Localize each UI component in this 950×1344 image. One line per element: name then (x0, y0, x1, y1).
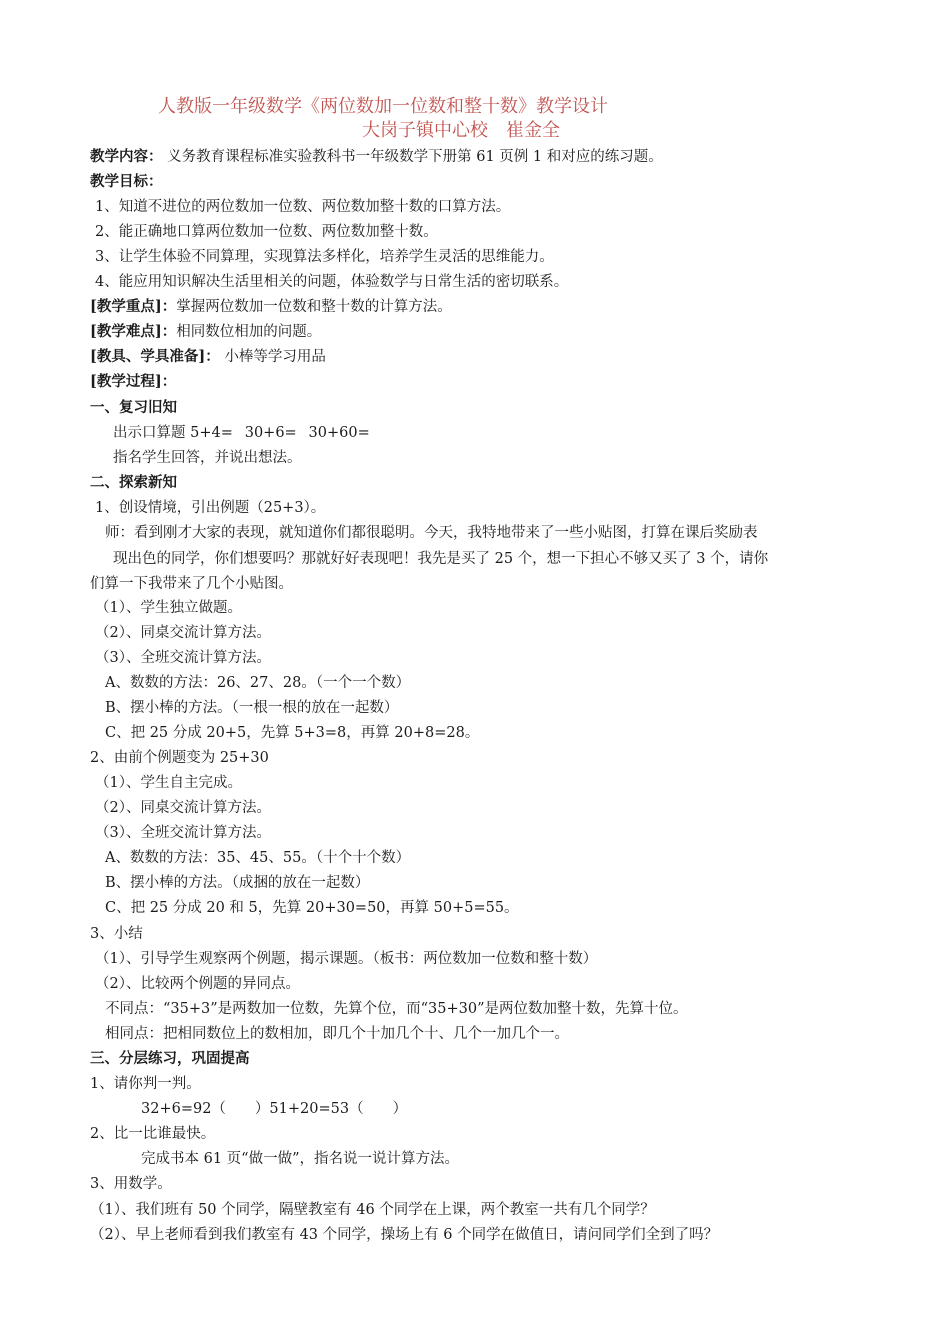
step1-item: （2）、同桌交流计算方法。 (95, 625, 271, 641)
teacher-line: 现出色的同学，你们想要吗？那就好好表现吧！我先是买了 25 个，想一下担心不够又买了 3 个，请你 (113, 551, 769, 567)
goal-item: 4、能应用知识解决生活里相关的问题，体验数学与日常生活的密切联系。 (95, 274, 569, 290)
goal-item: 2、能正确地口算两位数加一位数、两位数加整十数。 (95, 224, 438, 240)
exercise-2-title: 2、比一比谁最快。 (90, 1126, 216, 1142)
step2-item: （3）、全班交流计算方法。 (95, 825, 271, 841)
exercise-1-content: 32+6=92（ ）51+20=53（ ） (141, 1101, 408, 1117)
document-title: 人教版一年级数学《两位数加一位数和整十数》教学设计 (158, 96, 608, 117)
exercise-3-title: 3、用数学。 (90, 1176, 172, 1192)
step2-item: （1）、学生自主完成。 (95, 775, 242, 791)
teaching-content-label: 教学内容： (90, 148, 163, 165)
tools-text: 小棒等学习用品 (219, 349, 326, 365)
teacher-line: 们算一下我带来了几个小贴图。 (90, 576, 293, 592)
section2-heading: 二、探索新知 (90, 474, 177, 491)
teaching-content-text: 义务教育课程标准实验教科书一年级数学下册第 61 页例 1 和对应的练习题。 (162, 149, 663, 165)
key-point-text: 掌握两位数加一位数和整十数的计算方法。 (176, 299, 452, 315)
author-line: 大岗子镇中心校 崔金全 (362, 120, 560, 141)
teacher-line: 师：看到刚才大家的表现，就知道你们都很聪明。今天，我特地带来了一些小贴图，打算在课后奖励表 (105, 525, 758, 541)
exercise-3-item: （2）、早上老师看到我们教室有 43 个同学，操场上有 6 个同学在做值日，请问同学们全到了吗？ (90, 1227, 719, 1243)
section1-heading: 一、复习旧知 (90, 399, 177, 416)
step2-item: B、摆小棒的方法。（成捆的放在一起数） (105, 875, 370, 891)
teaching-content (90, 147, 663, 167)
exercise-1-title: 1、请你判一判。 (90, 1076, 201, 1092)
step3-item: （2）、比较两个例题的异同点。 (95, 976, 300, 992)
goal-item: 1、知道不进位的两位数加一位数、两位数加整十数的口算方法。 (95, 199, 511, 215)
exercise-2-content: 完成书本 61 页“做一做”，指名说一说计算方法。 (141, 1151, 459, 1167)
difficulty (90, 322, 321, 342)
key-point-label: [教学重点]： (90, 298, 177, 315)
goal-item: 3、让学生体验不同算理，实现算法多样化，培养学生灵活的思维能力。 (95, 249, 554, 265)
difficulty-label: [教学难点]： (90, 323, 177, 340)
process-label: [教学过程]： (90, 373, 177, 390)
tools (90, 347, 326, 367)
exercise-3-item: （1）、我们班有 50 个同学，隔壁教室有 46 个同学在上课，两个教室一共有几个同学？ (90, 1202, 655, 1218)
step1-title: 1、创设情境，引出例题（25+3）。 (95, 500, 326, 516)
section1-line: 指名学生回答，并说出想法。 (113, 450, 302, 466)
difficulty-text: 相同数位相加的问题。 (176, 324, 322, 340)
step3-item: （1）、引导学生观察两个例题，揭示课题。（板书：两位数加一位数和整十数） (95, 951, 598, 967)
step2-item: A、数数的方法：35、45、55。（十个十个数） (105, 850, 411, 866)
step1-item: （3）、全班交流计算方法。 (95, 650, 271, 666)
difference-line: 不同点：“35+3”是两数加一位数，先算个位，而“35+30”是两位数加整十数，先算十位。 (105, 1001, 688, 1017)
key-point (90, 297, 452, 317)
step1-item: C、把 25 分成 20+5，先算 5+3=8，再算 20+8=28。 (105, 725, 480, 741)
goals-label: 教学目标： (90, 173, 163, 190)
step1-item: B、摆小棒的方法。（一根一根的放在一起数） (105, 700, 399, 716)
step2-item: C、把 25 分成 20 和 5，先算 20+30=50，再算 50+5=55。 (105, 900, 519, 916)
step1-item: A、数数的方法：26、27、28。（一个一个数） (105, 675, 411, 691)
step2-title: 2、由前个例题变为 25+30 (90, 750, 269, 766)
step3-title: 3、小结 (90, 926, 143, 942)
step2-item: （2）、同桌交流计算方法。 (95, 800, 271, 816)
section1-line: 出示口算题 5+4= 30+6= 30+60= (113, 425, 370, 441)
step1-item: （1）、学生独立做题。 (95, 600, 242, 616)
tools-label: [教具、学具准备]： (90, 348, 220, 365)
similarity-line: 相同点：把相同数位上的数相加，即几个十加几个十、几个一加几个一。 (105, 1026, 569, 1042)
section3-heading: 三、分层练习，巩固提高 (90, 1050, 250, 1067)
